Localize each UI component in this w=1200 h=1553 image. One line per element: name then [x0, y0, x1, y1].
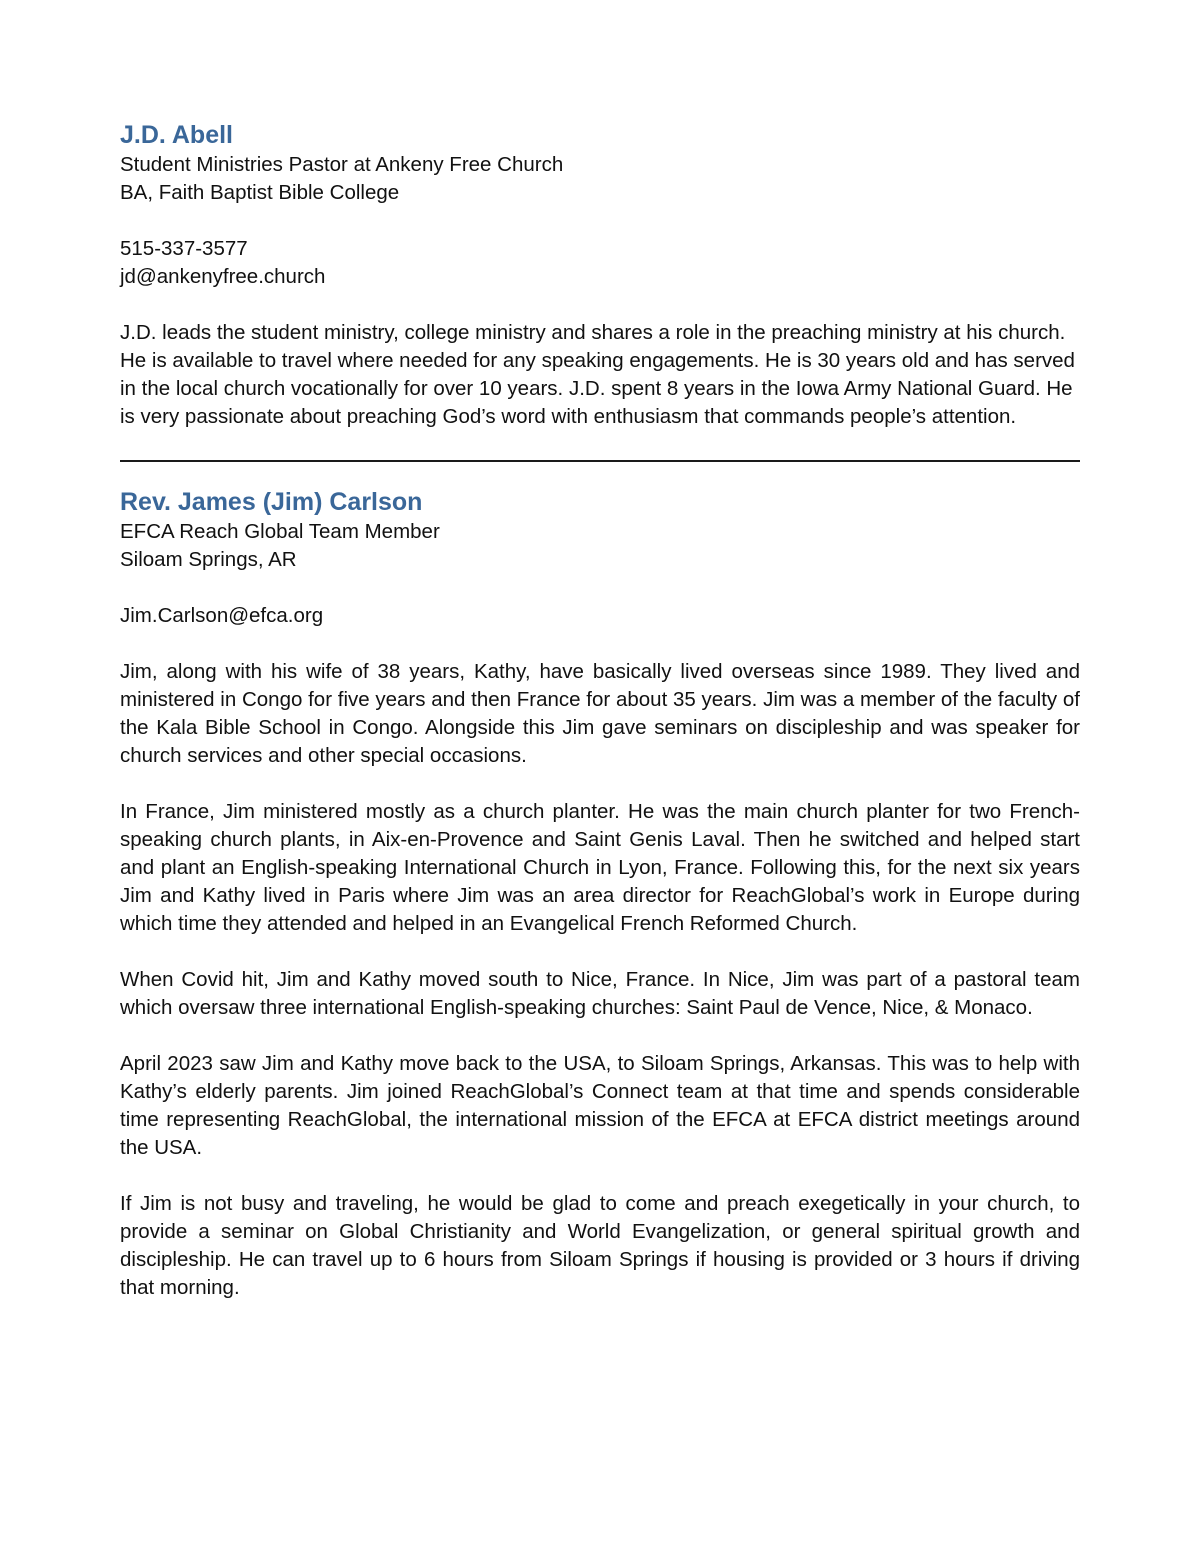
profile-bio-paragraph: In France, Jim ministered mostly as a church planter. He was the main church planter for two French-speaking church plants, in Aix-en-Provence and Saint Genis Laval. Then he switched and helped start and plant an English-speaking International Church in Lyon, France. Following this, for the next six years Jim and Kathy lived in Paris where Jim was an area director for ReachGlobal’s work in Europe during which time they attended and helped in an Evangelical French Reformed Church. [120, 800, 1080, 935]
profile-jd-abell [120, 119, 1080, 431]
section-divider [120, 460, 1080, 462]
spacer [120, 291, 1080, 319]
profile-jim-carlson [120, 486, 1080, 1302]
spacer [120, 630, 1080, 658]
profile-phone: 515-337-3577 [120, 237, 248, 260]
profile-title: Student Ministries Pastor at Ankeny Free Church [120, 153, 564, 176]
profile-bio-paragraph: J.D. leads the student ministry, college ministry and shares a role in the preaching ministry at his church. He is available to travel where needed for any speaking engagements. He is 30 years old and has served in the local church vocationally for over 10 years. J.D. spent 8 years in the Iowa Army National Guard. He is very passionate about preaching God’s word with enthusiasm that commands people’s attention. [120, 321, 1075, 428]
profile-email: Jim.Carlson@efca.org [120, 604, 324, 627]
profile-bio-paragraph: When Covid hit, Jim and Kathy moved south to Nice, France. In Nice, Jim was part of a pastoral team which oversaw three international English-speaking churches: Saint Paul de Vence, Nice, & Monaco. [120, 968, 1080, 1019]
profile-bio-paragraph: April 2023 saw Jim and Kathy move back to the USA, to Siloam Springs, Arkansas. This was to help with Kathy’s elderly parents. Jim joined ReachGlobal’s Connect team at that time and spends considerable time representing ReachGlobal, the international mission of the EFCA at EFCA district meetings around the USA. [120, 1052, 1080, 1159]
profile-name: Rev. James (Jim) Carlson [120, 488, 423, 516]
profile-email: jd@ankenyfree.church [120, 265, 326, 288]
spacer [120, 1022, 1080, 1050]
profile-bio-paragraph: Jim, along with his wife of 38 years, Kathy, have basically lived overseas since 1989. They lived and ministered in Congo for five years and then France for about 35 years. Jim was a member of the faculty of the Kala Bible School in Congo. Alongside this Jim gave seminars on discipleship and was speaker for church services and other special occasions. [120, 660, 1080, 767]
spacer [120, 1162, 1080, 1190]
document-page [120, 119, 1080, 1302]
profile-education: BA, Faith Baptist Bible College [120, 181, 400, 204]
profile-location: Siloam Springs, AR [120, 548, 297, 571]
spacer [120, 770, 1080, 798]
profile-title: EFCA Reach Global Team Member [120, 520, 440, 543]
profile-bio-paragraph: If Jim is not busy and traveling, he would be glad to come and preach exegetically in your church, to provide a seminar on Global Christianity and World Evangelization, or general spiritual growth and discipleship. He can travel up to 6 hours from Siloam Springs if housing is provided or 3 hours if driving that morning. [120, 1192, 1080, 1299]
spacer [120, 207, 1080, 235]
spacer [120, 938, 1080, 966]
spacer [120, 574, 1080, 602]
profile-name: J.D. Abell [120, 121, 233, 149]
